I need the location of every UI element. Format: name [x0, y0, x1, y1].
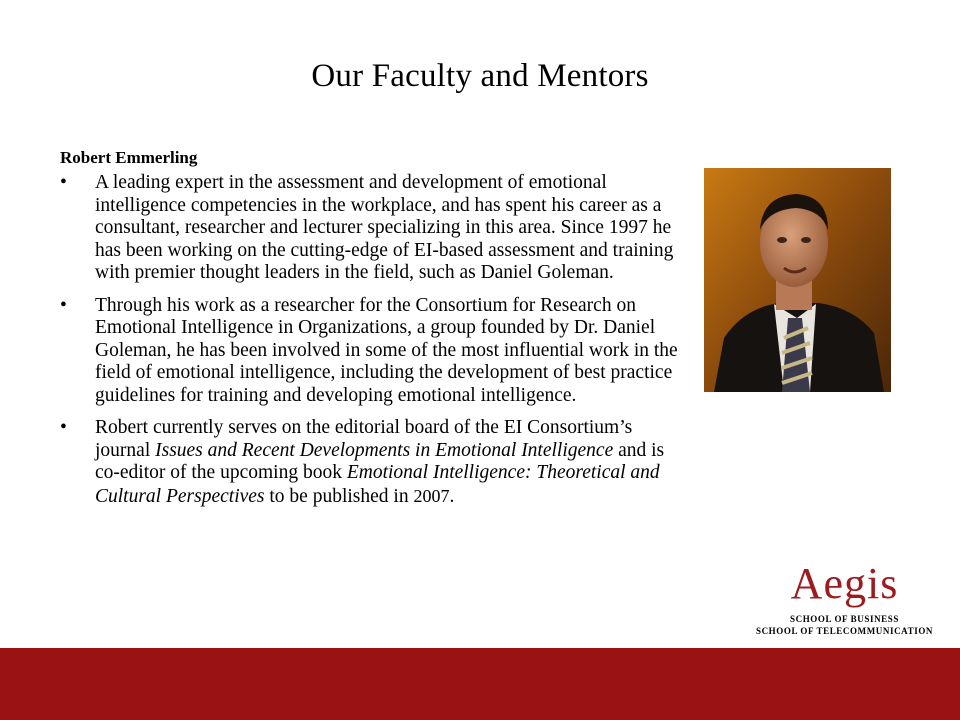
journal-title: Issues and Recent Developments in Emotional Intelligence: [155, 439, 614, 461]
logo-line-business: SCHOOL OF BUSINESS: [789, 614, 899, 624]
portrait-photo: [704, 168, 891, 392]
bullet-text-end: .: [449, 485, 455, 507]
slide-title: Our Faculty and Mentors: [311, 58, 649, 94]
bullet-icon: •: [60, 172, 67, 193]
logo-wordmark: Aegis: [790, 559, 899, 608]
bio-bullet-list: [60, 172, 685, 518]
aegis-logo: [752, 558, 937, 638]
bullet-text: A leading expert in the assessment and development of emotional intelligence competencies in the workplace, and has spent his career as a consultant, researcher and lecturer specializing in this area. Since 1997 he has been working on the cutting-edge of EI-based assessment and training with premier thought leaders in the field, such as Daniel Goleman.: [95, 172, 674, 283]
bio-bullet-2: [60, 295, 685, 408]
bullet-text-part: to be published in: [264, 485, 414, 507]
bullet-text-part: Robert currently serves on the editorial board of the EI Consortium’s journal: [95, 417, 633, 461]
footer-bar: [0, 648, 960, 720]
book-title: Emotional Intelligence: Theoretical and Cultural Perspectives: [95, 462, 660, 507]
publication-year: 2007: [413, 485, 450, 506]
bullet-icon: •: [60, 294, 67, 316]
person-name: Robert Emmerling: [60, 148, 198, 167]
logo-line-telecom: SCHOOL OF TELECOMMUNICATION: [755, 626, 934, 636]
bullet-text-part: and is co-editor of the upcoming book: [95, 439, 665, 483]
bio-bullet-1: [60, 172, 685, 285]
bio-bullet-3: [60, 417, 685, 508]
bullet-text: Through his work as a researcher for the Consortium for Research on Emotional Intelligence in Organizations, a group founded by Dr. Daniel Goleman, he has been involved in some of the most influential work in the field of emotional intelligence, including the development of best practice guidelines for training and developing emotional intelligence.: [95, 294, 678, 406]
bullet-icon: •: [60, 417, 67, 438]
